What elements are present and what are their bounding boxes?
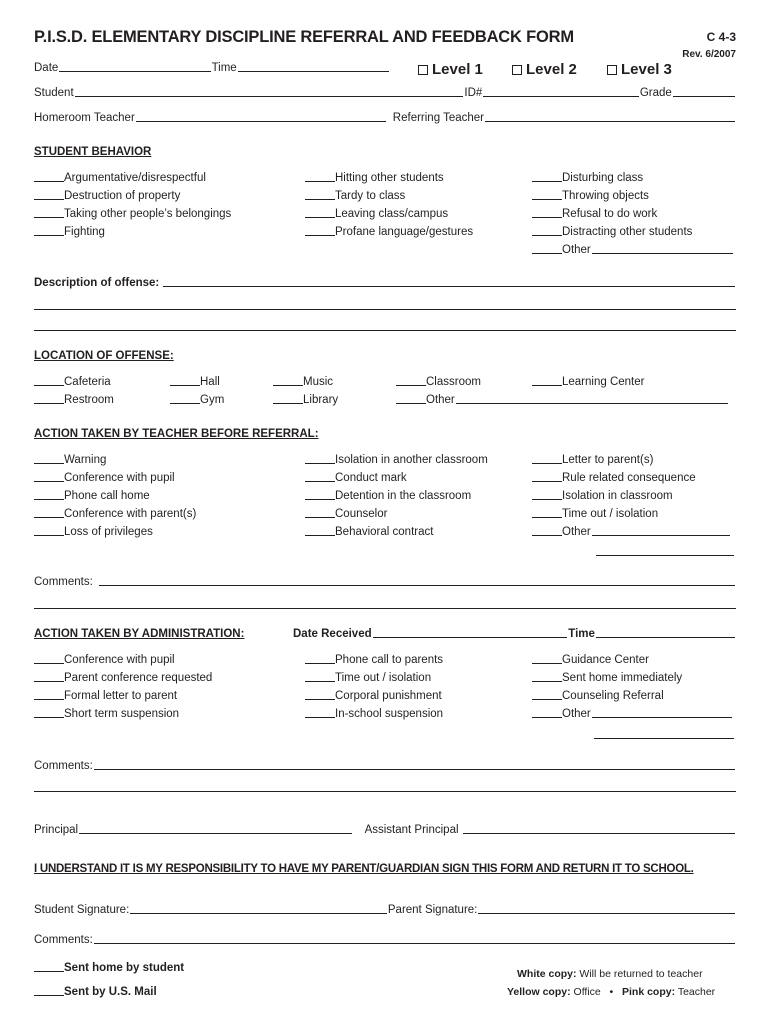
- option-other[interactable]: [532, 526, 730, 538]
- option-label: Music: [303, 376, 334, 388]
- checkbox-blank[interactable]: [305, 234, 335, 236]
- comments-field[interactable]: [94, 768, 735, 770]
- date-received-row: [293, 628, 736, 640]
- id-label: ID#: [464, 87, 483, 99]
- checkbox-blank[interactable]: [273, 402, 303, 404]
- option-label: Detention in the classroom: [335, 490, 472, 502]
- checkbox-blank[interactable]: [34, 516, 64, 518]
- checkbox-blank[interactable]: [305, 516, 335, 518]
- option-label: Profane language/gestures: [335, 226, 474, 238]
- level-2-label: Level 2: [526, 61, 577, 78]
- checkbox-blank[interactable]: [532, 216, 562, 218]
- yellow-copy-label: Yellow copy:: [507, 986, 571, 998]
- checkbox-blank[interactable]: [305, 462, 335, 464]
- option-phone-call-to-parents[interactable]: [305, 654, 443, 666]
- comments-row-2: [34, 760, 736, 772]
- form-revision: Rev. 6/2007: [682, 49, 736, 60]
- parent-signature-label: Parent Signature:: [387, 904, 478, 916]
- option-label: Disturbing class: [562, 172, 644, 184]
- admin-time-label: Time: [568, 628, 595, 640]
- option-parent-conference-requested[interactable]: [34, 672, 212, 684]
- checkbox-blank[interactable]: [34, 462, 64, 464]
- option-warning[interactable]: [34, 454, 106, 466]
- student-signature-label: Student Signature:: [34, 904, 130, 916]
- option-rule-related-consequence[interactable]: [532, 472, 696, 484]
- option-counseling-referral[interactable]: [532, 690, 664, 702]
- checkbox-blank[interactable]: [34, 402, 64, 404]
- option-conduct-mark[interactable]: [305, 472, 407, 484]
- option-sent-home-immediately[interactable]: [532, 672, 682, 684]
- option-label: Short term suspension: [64, 708, 180, 720]
- comments-field[interactable]: [94, 942, 735, 944]
- option-detention-in-the-classroom[interactable]: [305, 490, 471, 502]
- white-copy-text: Will be returned to teacher: [579, 968, 703, 980]
- option-label: Isolation in classroom: [562, 490, 673, 502]
- checkbox-blank[interactable]: [305, 180, 335, 182]
- checkbox-icon: [512, 65, 522, 75]
- comments-label: Comments:: [34, 576, 93, 588]
- checkbox-blank[interactable]: [532, 462, 562, 464]
- checkbox-blank[interactable]: [34, 716, 64, 718]
- option-label: Other: [562, 526, 591, 538]
- option-label: Cafeteria: [64, 376, 111, 388]
- option-label: Taking other people’s belongings: [64, 208, 232, 220]
- option-label: Time out / isolation: [562, 508, 659, 520]
- option-behavioral-contract[interactable]: [305, 526, 433, 538]
- checkbox-icon: [607, 65, 617, 75]
- student-field[interactable]: [75, 95, 464, 97]
- grade-field[interactable]: [673, 95, 735, 97]
- time-field[interactable]: [238, 70, 389, 72]
- checkbox-blank[interactable]: [305, 680, 335, 682]
- option-counselor[interactable]: [305, 508, 387, 520]
- checkbox-blank[interactable]: [305, 498, 335, 500]
- option-label: Refusal to do work: [562, 208, 658, 220]
- acknowledgement: I UNDERSTAND IT IS MY RESPONSIBILITY TO HAVE MY PARENT/GUARDIAN SIGN THIS FORM AND RETURN IT TO SCHOOL.: [34, 863, 694, 875]
- option-label: Tardy to class: [335, 190, 406, 202]
- description-row: [34, 277, 736, 289]
- location-other[interactable]: [396, 394, 728, 406]
- option-label: Isolation in another classroom: [335, 454, 488, 466]
- option-label: Throwing objects: [562, 190, 649, 202]
- option-label: Library: [303, 394, 339, 406]
- option-label: Hall: [200, 376, 220, 388]
- option-label: Parent conference requested: [64, 672, 213, 684]
- other-field[interactable]: [592, 252, 733, 254]
- location-heading: LOCATION OF OFFENSE:: [34, 350, 174, 362]
- option-fighting[interactable]: [34, 226, 105, 238]
- option-distracting-other-students[interactable]: [532, 226, 692, 238]
- comments-row-3: [34, 934, 736, 946]
- option-label: Other: [562, 708, 591, 720]
- location-library[interactable]: [273, 394, 338, 406]
- id-field[interactable]: [483, 95, 639, 97]
- checkbox-blank[interactable]: [34, 994, 64, 996]
- option-label: Leaving class/campus: [335, 208, 449, 220]
- option-label: Warning: [64, 454, 107, 466]
- signature-row: [34, 904, 736, 916]
- option-time-out-isolation[interactable]: [532, 508, 658, 520]
- other-field[interactable]: [456, 402, 728, 404]
- option-label: Fighting: [64, 226, 105, 238]
- option-label: Letter to parent(s): [562, 454, 654, 466]
- option-corporal-punishment[interactable]: [305, 690, 442, 702]
- checkbox-blank[interactable]: [532, 198, 562, 200]
- sent-home-option[interactable]: [34, 962, 184, 974]
- option-other[interactable]: [532, 244, 733, 256]
- time-label: Time: [211, 62, 237, 74]
- checkbox-blank[interactable]: [532, 480, 562, 482]
- checkbox-blank[interactable]: [34, 534, 64, 536]
- other-continuation-line[interactable]: [596, 555, 734, 556]
- option-conference-with-pupil[interactable]: [34, 654, 175, 666]
- comments-line[interactable]: [34, 791, 736, 792]
- referring-teacher-label: Referring Teacher: [392, 112, 484, 124]
- option-label: Counseling Referral: [562, 690, 664, 702]
- checkbox-blank[interactable]: [305, 716, 335, 718]
- checkbox-blank[interactable]: [273, 384, 303, 386]
- white-copy-note: [517, 968, 703, 980]
- option-destruction-of-property[interactable]: [34, 190, 180, 202]
- teacher-row: [34, 112, 736, 124]
- assistant-principal-field[interactable]: [463, 832, 735, 834]
- yellow-pink-copy-note: [507, 986, 715, 998]
- student-row: [34, 87, 736, 99]
- option-conference-with-pupil[interactable]: [34, 472, 175, 484]
- option-disturbing-class[interactable]: [532, 172, 643, 184]
- date-time-row: [34, 62, 390, 74]
- admin-action-heading: ACTION TAKEN BY ADMINISTRATION:: [34, 628, 245, 640]
- principal-field[interactable]: [79, 832, 351, 834]
- option-label: Distracting other students: [562, 226, 693, 238]
- option-formal-letter-to-parent[interactable]: [34, 690, 177, 702]
- student-signature-field[interactable]: [130, 912, 387, 914]
- date-received-field[interactable]: [373, 636, 568, 638]
- option-label: Conference with pupil: [64, 472, 175, 484]
- option-label: Conference with parent(s): [64, 508, 197, 520]
- checkbox-blank[interactable]: [34, 384, 64, 386]
- homeroom-teacher-field[interactable]: [136, 120, 386, 122]
- location-classroom[interactable]: [396, 376, 481, 388]
- comments-label: Comments:: [34, 760, 93, 772]
- option-short-term-suspension[interactable]: [34, 708, 179, 720]
- referring-teacher-field[interactable]: [485, 120, 735, 122]
- sent-mail-option[interactable]: [34, 986, 157, 998]
- yellow-copy-text: Office: [573, 986, 601, 998]
- checkbox-blank[interactable]: [34, 198, 64, 200]
- option-letter-to-parent-s[interactable]: [532, 454, 653, 466]
- date-label: Date: [34, 62, 59, 74]
- option-label: Guidance Center: [562, 654, 649, 666]
- location-gym[interactable]: [170, 394, 224, 406]
- option-taking-other-people-s-belongings[interactable]: [34, 208, 231, 220]
- other-field[interactable]: [592, 534, 730, 536]
- admin-time-field[interactable]: [596, 636, 735, 638]
- other-continuation-line[interactable]: [594, 738, 734, 739]
- checkbox-blank[interactable]: [396, 402, 426, 404]
- option-label: Time out / isolation: [335, 672, 432, 684]
- option-label: In-school suspension: [335, 708, 444, 720]
- comments-label: Comments:: [34, 934, 93, 946]
- location-cafeteria[interactable]: [34, 376, 111, 388]
- checkbox-blank[interactable]: [305, 216, 335, 218]
- option-argumentative-disrespectful[interactable]: [34, 172, 206, 184]
- sent-home-label: Sent home by student: [64, 962, 185, 974]
- pink-copy-text: Teacher: [677, 986, 716, 998]
- checkbox-blank[interactable]: [305, 534, 335, 536]
- checkbox-blank[interactable]: [305, 698, 335, 700]
- option-label: Destruction of property: [64, 190, 181, 202]
- checkbox-blank[interactable]: [34, 216, 64, 218]
- checkbox-blank[interactable]: [532, 716, 562, 718]
- option-label: Phone call to parents: [335, 654, 444, 666]
- checkbox-blank[interactable]: [532, 180, 562, 182]
- student-label: Student: [34, 87, 74, 99]
- option-profane-language-gestures[interactable]: [305, 226, 473, 238]
- checkbox-icon: [418, 65, 428, 75]
- description-line[interactable]: [34, 330, 736, 331]
- checkbox-blank[interactable]: [532, 384, 562, 386]
- description-label: Description of offense:: [34, 277, 160, 289]
- location-learning-center[interactable]: [532, 376, 644, 388]
- description-line[interactable]: [34, 309, 736, 310]
- comments-field[interactable]: [99, 584, 735, 586]
- checkbox-blank[interactable]: [34, 970, 64, 972]
- checkbox-blank[interactable]: [34, 498, 64, 500]
- level-2-checkbox[interactable]: [512, 61, 577, 78]
- checkbox-blank[interactable]: [34, 680, 64, 682]
- parent-signature-field[interactable]: [478, 912, 735, 914]
- option-isolation-in-classroom[interactable]: [532, 490, 673, 502]
- pink-copy-label: Pink copy:: [621, 986, 676, 998]
- checkbox-blank[interactable]: [34, 698, 64, 700]
- comments-line[interactable]: [34, 608, 736, 609]
- checkbox-blank[interactable]: [170, 402, 200, 404]
- checkbox-blank[interactable]: [532, 680, 562, 682]
- form-title: P.I.S.D. ELEMENTARY DISCIPLINE REFERRAL AND FEEDBACK FORM: [34, 28, 574, 46]
- option-label: Loss of privileges: [64, 526, 153, 538]
- option-refusal-to-do-work[interactable]: [532, 208, 657, 220]
- checkbox-blank[interactable]: [34, 662, 64, 664]
- option-label: Restroom: [64, 394, 114, 406]
- option-label: Other: [562, 244, 591, 256]
- option-guidance-center[interactable]: [532, 654, 649, 666]
- other-field[interactable]: [592, 716, 732, 718]
- level-3-label: Level 3: [621, 61, 672, 78]
- grade-label: Grade: [639, 87, 672, 99]
- option-label: Sent home immediately: [562, 672, 683, 684]
- level-1-label: Level 1: [432, 61, 483, 78]
- checkbox-blank[interactable]: [170, 384, 200, 386]
- level-3-checkbox[interactable]: [607, 61, 672, 78]
- option-label: Behavioral contract: [335, 526, 434, 538]
- checkbox-blank[interactable]: [34, 480, 64, 482]
- checkbox-blank[interactable]: [532, 234, 562, 236]
- checkbox-blank[interactable]: [532, 252, 562, 254]
- form-code: C 4-3: [706, 30, 736, 44]
- option-in-school-suspension[interactable]: [305, 708, 443, 720]
- checkbox-blank[interactable]: [305, 198, 335, 200]
- option-label: Learning Center: [562, 376, 645, 388]
- option-label: Conference with pupil: [64, 654, 175, 666]
- white-copy-label: White copy:: [517, 968, 577, 980]
- checkbox-blank[interactable]: [532, 534, 562, 536]
- option-label: Gym: [200, 394, 225, 406]
- option-label: Rule related consequence: [562, 472, 696, 484]
- checkbox-blank[interactable]: [532, 498, 562, 500]
- option-throwing-objects[interactable]: [532, 190, 649, 202]
- bullet: •: [609, 986, 614, 998]
- checkbox-blank[interactable]: [532, 516, 562, 518]
- description-field[interactable]: [163, 285, 735, 287]
- option-tardy-to-class[interactable]: [305, 190, 405, 202]
- option-phone-call-home[interactable]: [34, 490, 150, 502]
- comments-row-1: [34, 576, 736, 588]
- option-conference-with-parent-s[interactable]: [34, 508, 196, 520]
- location-hall[interactable]: [170, 376, 220, 388]
- option-label: Formal letter to parent: [64, 690, 178, 702]
- assistant-principal-label: Assistant Principal: [364, 824, 459, 836]
- principal-row: [34, 824, 736, 836]
- checkbox-blank[interactable]: [34, 234, 64, 236]
- student-behavior-heading: STUDENT BEHAVIOR: [34, 146, 152, 158]
- checkbox-blank[interactable]: [305, 480, 335, 482]
- location-music[interactable]: [273, 376, 333, 388]
- option-loss-of-privileges[interactable]: [34, 526, 153, 538]
- option-isolation-in-another-classroom[interactable]: [305, 454, 488, 466]
- checkbox-blank[interactable]: [532, 698, 562, 700]
- option-label: Phone call home: [64, 490, 150, 502]
- option-time-out-isolation[interactable]: [305, 672, 431, 684]
- option-label: Conduct mark: [335, 472, 407, 484]
- option-label: Other: [426, 394, 455, 406]
- sent-mail-label: Sent by U.S. Mail: [64, 986, 157, 998]
- principal-label: Principal: [34, 824, 79, 836]
- date-received-label: Date Received: [293, 628, 372, 640]
- option-label: Hitting other students: [335, 172, 444, 184]
- checkbox-blank[interactable]: [305, 662, 335, 664]
- level-1-checkbox[interactable]: [418, 61, 483, 78]
- teacher-action-heading: ACTION TAKEN BY TEACHER BEFORE REFERRAL:: [34, 428, 319, 440]
- option-hitting-other-students[interactable]: [305, 172, 444, 184]
- checkbox-blank[interactable]: [396, 384, 426, 386]
- option-leaving-class-campus[interactable]: [305, 208, 448, 220]
- checkbox-blank[interactable]: [34, 180, 64, 182]
- checkbox-blank[interactable]: [532, 662, 562, 664]
- date-field[interactable]: [59, 70, 210, 72]
- location-restroom[interactable]: [34, 394, 114, 406]
- option-label: Corporal punishment: [335, 690, 442, 702]
- option-other[interactable]: [532, 708, 732, 720]
- homeroom-teacher-label: Homeroom Teacher: [34, 112, 135, 124]
- option-label: Classroom: [426, 376, 481, 388]
- option-label: Counselor: [335, 508, 388, 520]
- option-label: Argumentative/disrespectful: [64, 172, 206, 184]
